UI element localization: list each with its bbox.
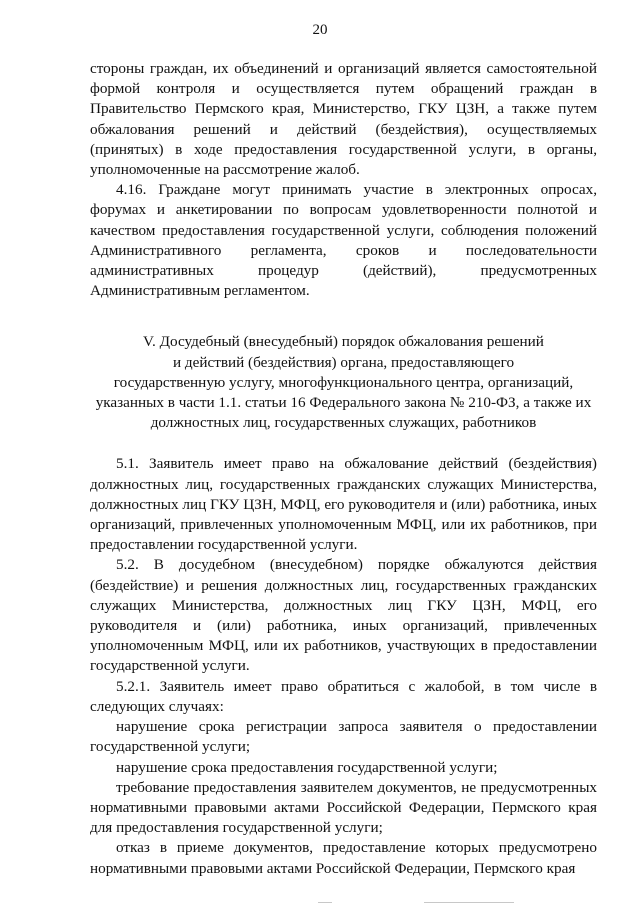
paragraph-continuation: стороны граждан, их объединений и организаций является самостоятельной формой контроля и осуществляется путем обращений граждан в Правительство Пермского края, Министерство, ГКУ ЦЗН, а также путем обжалования решений и действий (бездействия), осуществляемых (принятых) в ходе предоставления государственной услуги, в органы, уполномоченные на рассмотрение жалоб. [90, 60, 597, 179]
paragraph-5-1: 5.1. Заявитель имеет право на обжалование действий (бездействия) должностных лиц, государственных гражданских служащих Министерства, должностных лиц ГКУ ЦЗН, МФЦ, его руководителя и (или) работника, иных организаций, привлеченных уполномоченным МФЦ, или их работников, при предоставлении государственной услуги. [90, 455, 597, 554]
scan-artifact [318, 902, 332, 903]
document-body [90, 59, 597, 879]
page-number: 20 [312, 22, 328, 38]
list-item-documents-requirement: требование предоставления заявителем документов, не предусмотренных нормативными правовыми актами Российской Федерации, Пермского края для предоставления государственной услуги; [90, 778, 597, 837]
paragraph-4-16: 4.16. Граждане могут принимать участие в электронных опросах, форумах и анкетировании по вопросам удовлетворенности полнотой и качеством предоставления государственной услуги, соблюдения положений Административного регламента, сроков и последовательности административных процедур (действий), предусмотренных Административным регламентом. [90, 181, 597, 300]
list-item-document-refusal: отказ в приеме документов, предоставление которых предусмотрено нормативными правовыми актами Российской Федерации, Пермского края [90, 839, 597, 877]
section-heading-line: государственную услугу, многофункционального центра, организаций, [113, 373, 574, 391]
scan-artifact [424, 902, 514, 903]
section-heading-line: V. Досудебный (внесудебный) порядок обжалования решений [143, 333, 544, 351]
list-item-deadline-violation: нарушение срока предоставления государственной услуги; [116, 758, 498, 776]
section-heading-line: должностных лиц, государственных служащих, работников [150, 414, 537, 432]
list-item-registration-violation: нарушение срока регистрации запроса заявителя о предоставлении государственной услуги; [90, 718, 597, 756]
paragraph-5-2: 5.2. В досудебном (внесудебном) порядке обжалуются действия (бездействие) и решения должностных лиц, государственных гражданских служащих Министерства, должностных лиц ГКУ ЦЗН, МФЦ, его руководителя и (или) работника, иных организаций, привлеченных уполномоченным МФЦ, или их работников, участвующих в предоставлении государственной услуги. [90, 556, 597, 675]
paragraph-5-2-1: 5.2.1. Заявитель имеет право обратиться с жалобой, в том числе в следующих случаях: [90, 677, 597, 715]
section-heading-line: указанных в части 1.1. статьи 16 Федерального закона № 210-ФЗ, а также их [95, 394, 592, 412]
section-heading-line: и действий (бездействия) органа, предоставляющего [172, 353, 515, 371]
section-heading [90, 332, 597, 433]
